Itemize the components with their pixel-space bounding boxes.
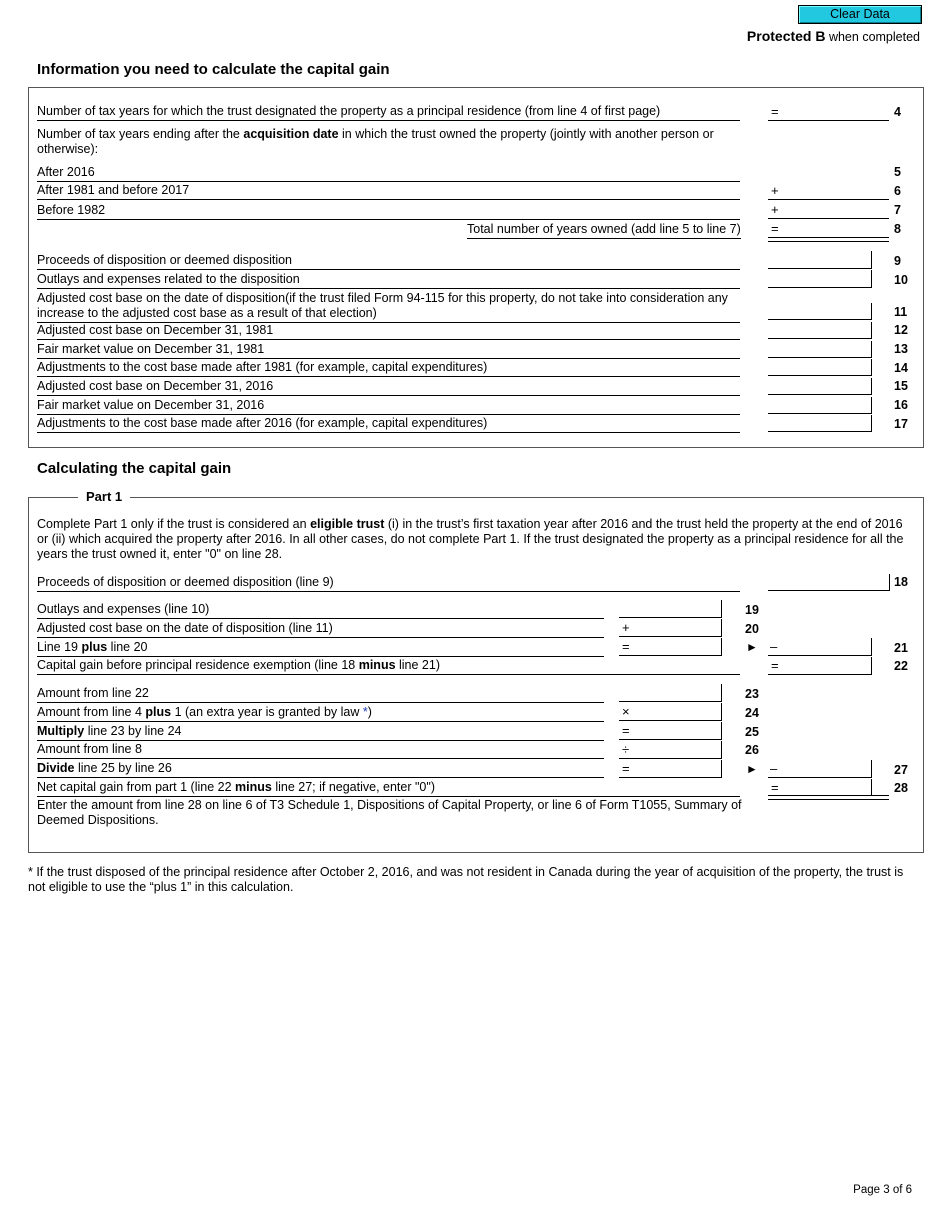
line24-footnote-link[interactable]: * <box>362 705 368 719</box>
section1-title: Information you need to calculate the capital gain <box>37 61 390 78</box>
line22-post: line 21) <box>395 658 441 672</box>
line18-input[interactable] <box>768 574 890 591</box>
line14-number: 14 <box>894 361 908 375</box>
line21-op: = <box>622 639 630 654</box>
line25-input[interactable] <box>619 722 722 740</box>
line5-number: 5 <box>894 165 901 179</box>
line20-number: 20 <box>745 622 759 636</box>
line17-input[interactable] <box>768 415 872 432</box>
line14-input[interactable] <box>768 359 872 376</box>
line26-label: Amount from line 8 <box>37 742 604 759</box>
line19-label: Outlays and expenses (line 10) <box>37 602 604 619</box>
line24-bold: plus <box>145 705 172 719</box>
protected-b-label <box>747 28 920 44</box>
part1-title: Part 1 <box>78 489 130 504</box>
line14-label: Adjustments to the cost base made after 1981 (for example, capital expenditures) <box>37 360 740 377</box>
line4-label: Number of tax years for which the trust designated the property as a principal residence (from line 4 of first page) <box>37 104 740 121</box>
line24-post: 1 (an extra year is granted by law <box>171 705 363 719</box>
protected-suffix: when completed <box>825 30 920 44</box>
line24-close: ) <box>367 705 372 719</box>
line11-input[interactable] <box>768 303 872 320</box>
line27-bold: Divide <box>37 761 75 775</box>
line23-number: 23 <box>745 687 759 701</box>
line8-double-rule <box>768 237 889 242</box>
clear-data-button[interactable]: Clear Data <box>798 5 922 24</box>
line22-pre: Capital gain before principal residence exemption (line 18 <box>37 658 359 672</box>
line4-number: 4 <box>894 105 901 119</box>
line27-post: line 25 by line 26 <box>74 761 172 775</box>
years-intro-pre: Number of tax years ending after the <box>37 127 244 141</box>
line28-number: 28 <box>894 781 908 795</box>
line27-input[interactable] <box>768 760 872 778</box>
line6-op: + <box>771 183 779 198</box>
line27-label <box>37 761 604 778</box>
line9-number: 9 <box>894 254 901 268</box>
line10-label: Outlays and expenses related to the disposition <box>37 272 740 289</box>
line17-number: 17 <box>894 417 908 431</box>
line27-op: = <box>622 761 630 776</box>
line24-op: × <box>622 704 630 719</box>
page-number: Page 3 of 6 <box>853 1184 912 1196</box>
line7-label: Before 1982 <box>37 203 740 220</box>
line5-label: After 2016 <box>37 165 740 182</box>
part1-intro <box>37 517 915 563</box>
line9-input[interactable] <box>768 251 872 269</box>
line16-number: 16 <box>894 398 908 412</box>
line16-label: Fair market value on December 31, 2016 <box>37 398 740 415</box>
line21-pre: Line 19 <box>37 640 82 654</box>
line23-label: Amount from line 22 <box>37 686 604 703</box>
line21-input[interactable] <box>768 638 872 656</box>
line27-subtotal-input[interactable] <box>619 760 722 778</box>
line18-label: Proceeds of disposition or deemed disposition (line 9) <box>37 575 740 592</box>
line21-op2: – <box>770 639 778 654</box>
protected-b-strong: Protected B <box>746 28 826 44</box>
line16-input[interactable] <box>768 397 872 414</box>
line13-label: Fair market value on December 31, 1981 <box>37 342 740 359</box>
line8-number: 8 <box>894 222 901 236</box>
line7-input[interactable] <box>768 202 889 219</box>
line22-op: = <box>771 658 779 673</box>
line28-input[interactable] <box>768 779 872 795</box>
line19-input[interactable] <box>619 600 722 618</box>
line7-op: + <box>771 202 779 217</box>
line11-number: 11 <box>894 305 908 319</box>
line24-input[interactable] <box>619 703 722 721</box>
line9-label: Proceeds of disposition or deemed disposition <box>37 253 740 270</box>
line13-input[interactable] <box>768 341 872 358</box>
line27-arrow-icon: ► <box>746 762 758 776</box>
line20-input[interactable] <box>619 619 722 637</box>
line25-label <box>37 724 604 741</box>
years-intro-post: in which the trust owned the property (jointly with another person or otherwise): <box>37 127 714 156</box>
line10-number: 10 <box>894 273 908 287</box>
line21-label <box>37 640 604 657</box>
line4-op: = <box>771 104 779 119</box>
line6-input[interactable] <box>768 183 889 200</box>
line21-post: line 20 <box>107 640 148 654</box>
line7-number: 7 <box>894 203 901 217</box>
line22-label <box>37 658 740 675</box>
line12-label: Adjusted cost base on December 31, 1981 <box>37 323 740 340</box>
line11-label: Adjusted cost base on the date of disposition(if the trust filed Form 94-115 for this property, do not take into consideration any increase to the adjusted cost base as a result of that election) <box>37 291 740 323</box>
line13-number: 13 <box>894 342 908 356</box>
enter-note: Enter the amount from line 28 on line 6 of T3 Schedule 1, Dispositions of Capital Property, or line 6 of Form T1055, Summary of Deemed Dispositions. <box>37 798 742 827</box>
line21-arrow-icon: ► <box>746 640 758 654</box>
line24-pre: Amount from line 4 <box>37 705 146 719</box>
line17-label: Adjustments to the cost base made after 2016 (for example, capital expenditures) <box>37 416 740 433</box>
line23-input[interactable] <box>619 684 722 702</box>
line21-subtotal-input[interactable] <box>619 638 722 656</box>
part1-intro-post: (i) in the trust’s first taxation year after 2016 and the trust held the property at the end of 2016 or (ii) which acquired the property after 2016. In all other cases, do not complete Part 1. If the trust designated the property as a principal residence for all the years the trust owned it, enter "0" on line 28. <box>37 517 904 561</box>
line28-op: = <box>771 780 779 795</box>
line22-bold: minus <box>358 658 396 672</box>
line25-bold: Multiply <box>37 724 85 738</box>
line26-input[interactable] <box>619 741 722 759</box>
line25-post: line 23 by line 24 <box>84 724 182 738</box>
line15-label: Adjusted cost base on December 31, 2016 <box>37 379 740 396</box>
line21-number: 21 <box>894 641 908 655</box>
line28-post: line 27; if negative, enter "0") <box>271 780 435 794</box>
line15-number: 15 <box>894 379 908 393</box>
line28-bold: minus <box>235 780 272 794</box>
line25-number: 25 <box>745 725 759 739</box>
footnote: * If the trust disposed of the principal residence after October 2, 2016, and was not resident in Canada during the year of acquisition of the property, the trust is not eligible to use the “plus 1” in this calculation. <box>28 865 904 894</box>
years-intro <box>37 127 740 158</box>
line20-op: + <box>622 620 630 635</box>
line4-input[interactable] <box>768 104 889 121</box>
line20-label: Adjusted cost base on the date of disposition (line 11) <box>37 621 604 638</box>
line25-op: = <box>622 723 630 738</box>
line19-number: 19 <box>745 603 759 617</box>
line28-double-rule <box>768 795 889 800</box>
line24-number: 24 <box>745 706 759 720</box>
line6-label: After 1981 and before 2017 <box>37 183 740 200</box>
line27-op2: – <box>770 761 778 776</box>
line21-bold: plus <box>81 640 108 654</box>
line26-number: 26 <box>745 743 759 757</box>
years-intro-bold: acquisition date <box>243 127 339 141</box>
line28-pre: Net capital gain from part 1 (line 22 <box>37 780 236 794</box>
line8-op: = <box>771 221 779 236</box>
part1-intro-pre: Complete Part 1 only if the trust is considered an <box>37 517 311 531</box>
part1-intro-bold: eligible trust <box>310 517 385 531</box>
line26-op: ÷ <box>622 742 630 757</box>
line8-input[interactable] <box>768 221 889 237</box>
line10-input[interactable] <box>768 270 872 288</box>
line6-number: 6 <box>894 184 901 198</box>
section2-title: Calculating the capital gain <box>37 460 232 477</box>
line24-label <box>37 705 604 722</box>
line22-number: 22 <box>894 659 908 673</box>
line12-number: 12 <box>894 323 908 337</box>
line18-number: 18 <box>894 575 908 589</box>
line12-input[interactable] <box>768 322 872 339</box>
line8-label: Total number of years owned (add line 5 to line 7) <box>467 222 741 239</box>
line15-input[interactable] <box>768 378 872 395</box>
line27-number: 27 <box>894 763 908 777</box>
line22-input[interactable] <box>768 657 872 675</box>
line28-label <box>37 780 740 797</box>
